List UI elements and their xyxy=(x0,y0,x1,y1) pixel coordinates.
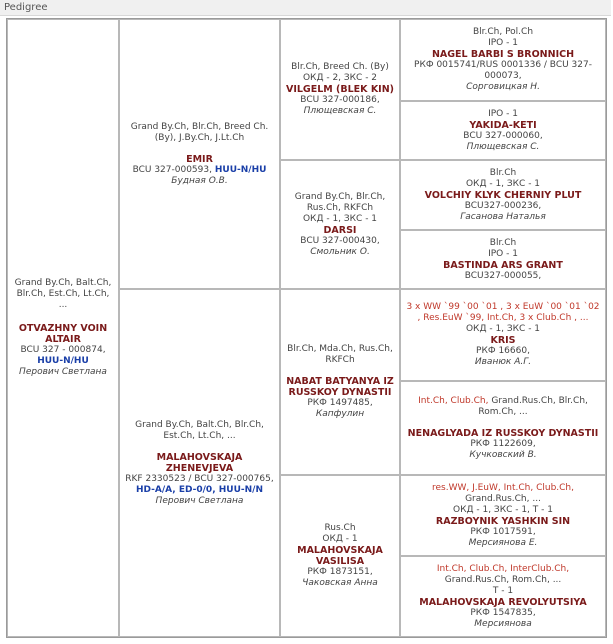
show-titles: Int.Ch, Club.Ch, InterClub.Ch, xyxy=(436,563,570,574)
reg-number: BCU327-000055, xyxy=(464,270,542,281)
dog-name-link[interactable]: EMIR xyxy=(186,153,213,165)
owner: Кучковский В. xyxy=(469,449,537,460)
health-results: HD-A/A, ED-0/0, HUU-N/N xyxy=(136,484,263,495)
reg-number: РКФ 1547835, xyxy=(470,607,536,618)
work-titles: ОКД - 1 xyxy=(322,534,358,544)
owner: Чаковская Анна xyxy=(302,578,378,588)
owner: Иванюк А.Г. xyxy=(474,357,532,367)
parent-cell-a xyxy=(119,19,280,289)
work-titles: ОКД - 1, ЗКС - 1 xyxy=(465,324,541,334)
titles: Grand By.Ch, Blr.Ch, Rus.Ch, RKFCh xyxy=(294,191,386,213)
health-results: HUU-N/HU xyxy=(214,164,267,175)
ancestor-cell-h xyxy=(400,556,606,637)
titles-line xyxy=(405,396,601,418)
ancestor-cell-f xyxy=(400,381,606,475)
dog-name-link[interactable]: NABAT BATYANYA IZ RUSSKOY DYNASTII xyxy=(286,376,394,398)
grandparent-cell-c xyxy=(280,289,400,475)
titles: Blr.Ch xyxy=(489,167,517,178)
dog-name-link[interactable]: DARSI xyxy=(323,224,357,236)
dog-name-link[interactable]: VOLCHIY KLYK CHERNIY PLUT xyxy=(424,189,582,201)
parent-cell-b xyxy=(119,289,280,637)
work-titles: ОКД - 1, ЗКС - 1 xyxy=(465,178,541,189)
dog-name-link[interactable]: MALAHOVSKAJA VASILISA xyxy=(297,545,383,567)
titles: Blr.Ch, Pol.Ch xyxy=(472,27,534,37)
owner: Будная О.В. xyxy=(171,175,228,186)
dog-name-link[interactable]: VILGELM (BLEK KIN) xyxy=(285,84,395,95)
reg-number: BCU 327-000060, xyxy=(463,130,543,141)
dog-name-link[interactable]: MALAHOVSKAJA REVOLYUTSIYA xyxy=(419,596,587,608)
ancestor-cell-b xyxy=(400,101,606,160)
ancestor-cell-g xyxy=(400,475,606,556)
pedigree-grid xyxy=(6,18,607,638)
work-titles: IPO - 1 xyxy=(488,38,518,48)
owner: Гасанова Наталья xyxy=(460,211,546,222)
titles: Grand.Rus.Ch, ... xyxy=(465,493,541,504)
work-titles: ОКД - 1, ЗКС - 1, Т - 1 xyxy=(453,504,553,515)
show-titles: 3 x WW `99 `00 `01 , 3 x EuW `00 `01 `02 , Res.EuW `99, Int.Ch, 3 x Club.Ch , ... xyxy=(406,302,600,323)
dog-name-link[interactable]: BASTINDA ARS GRANT xyxy=(443,259,563,271)
reg-number: РКФ 1017591, xyxy=(470,526,536,537)
owner: Капфулин xyxy=(315,409,365,419)
panel-title: Pedigree xyxy=(4,2,48,13)
work-titles: Т - 1 xyxy=(492,585,514,596)
owner: Плющевская С. xyxy=(303,106,377,116)
reg-number: РКФ 1873151, xyxy=(307,567,373,577)
reg-number xyxy=(133,165,267,176)
ancestor-cell-d xyxy=(400,230,606,289)
owner: Мерсиянова xyxy=(474,618,532,629)
reg-number: РКФ 0015741/RUS 0001336 / BCU 327-000073, xyxy=(414,60,592,81)
titles: Grand.Rus.Ch, Blr.Ch, Rom.Ch, ... xyxy=(478,395,588,417)
dog-name-link[interactable]: KRIS xyxy=(490,335,516,346)
panel-header xyxy=(0,0,611,16)
titles: Rus.Ch xyxy=(324,523,356,533)
ancestor-cell-a xyxy=(400,19,606,101)
titles: Grand By.Ch, Balt.Ch, Blr.Ch, Est.Ch, Lt.Ch, ... xyxy=(14,278,112,310)
reg-number: BCU 327-000430, xyxy=(300,235,380,246)
reg-number: BCU327-000236, xyxy=(464,200,542,211)
grandparent-cell-a xyxy=(280,19,400,160)
work-titles: ОКД - 1, ЗКС - 1 xyxy=(302,213,378,224)
dog-name-link[interactable]: OTVAZHNY VOIN ALTAIR xyxy=(18,323,108,345)
reg-number: РКФ 1122609, xyxy=(470,438,536,449)
work-titles: IPO - 1 xyxy=(488,108,518,119)
reg-number: РКФ 1497485, xyxy=(307,398,373,408)
grandparent-cell-d xyxy=(280,475,400,637)
owner: Перович Светлана xyxy=(19,367,107,377)
dog-name-link[interactable]: MALAHOVSKAJA ZHENEVJEVA xyxy=(156,451,243,474)
show-titles: Int.Ch, Club.Ch, xyxy=(418,395,489,406)
owner: Смольник О. xyxy=(310,246,370,257)
reg-number: BCU 327 - 000874, xyxy=(20,345,106,355)
show-titles: res.WW, J.EuW, Int.Ch, Club.Ch, xyxy=(431,482,574,493)
dog-name-link[interactable]: YAKIDA-KETI xyxy=(469,119,537,131)
work-titles: IPO - 1 xyxy=(488,248,518,259)
grandparent-cell-b xyxy=(280,160,400,289)
titles: Blr.Ch xyxy=(489,237,517,248)
dog-name-link[interactable]: NAGEL BARBI S BRONNICH xyxy=(431,49,575,60)
owner: Сорговицкая Н. xyxy=(466,82,540,92)
ancestor-cell-c xyxy=(400,160,606,230)
dog-name-link[interactable]: RAZBOYNIK YASHKIN SIN xyxy=(435,515,571,527)
work-titles: ОКД - 2, ЗКС - 2 xyxy=(302,73,378,83)
titles: Blr.Ch, Mda.Ch, Rus.Ch, RKFCh xyxy=(287,344,393,365)
reg-number: BCU 327-000186, xyxy=(300,95,380,105)
health-results: HUU-N/HU xyxy=(37,356,89,366)
sire-cell xyxy=(7,19,119,637)
titles: Blr.Ch, Breed Ch. (By) xyxy=(291,62,389,72)
dog-name-link[interactable]: NENAGLYADA IZ RUSSKOY DYNASTII xyxy=(407,427,599,439)
titles: Grand By.Ch, Balt.Ch, Blr.Ch, Est.Ch, Lt.Ch, ... xyxy=(135,419,264,441)
reg-number-text: BCU 327-000593, xyxy=(132,164,212,175)
titles: Grand.Rus.Ch, Rom.Ch, ... xyxy=(444,574,562,585)
owner: Мерсиянова Е. xyxy=(468,537,538,548)
titles: Grand By.Ch, Blr.Ch, Breed Ch.(By), J.By.Ch, J.Lt.Ch xyxy=(130,121,269,143)
reg-number: РКФ 16660, xyxy=(476,346,530,356)
owner: Плющевская С. xyxy=(466,141,540,152)
reg-number: RKF 2330523 / BCU 327-000765, xyxy=(125,473,274,484)
ancestor-cell-e xyxy=(400,289,606,381)
owner: Перович Светлана xyxy=(155,495,244,506)
